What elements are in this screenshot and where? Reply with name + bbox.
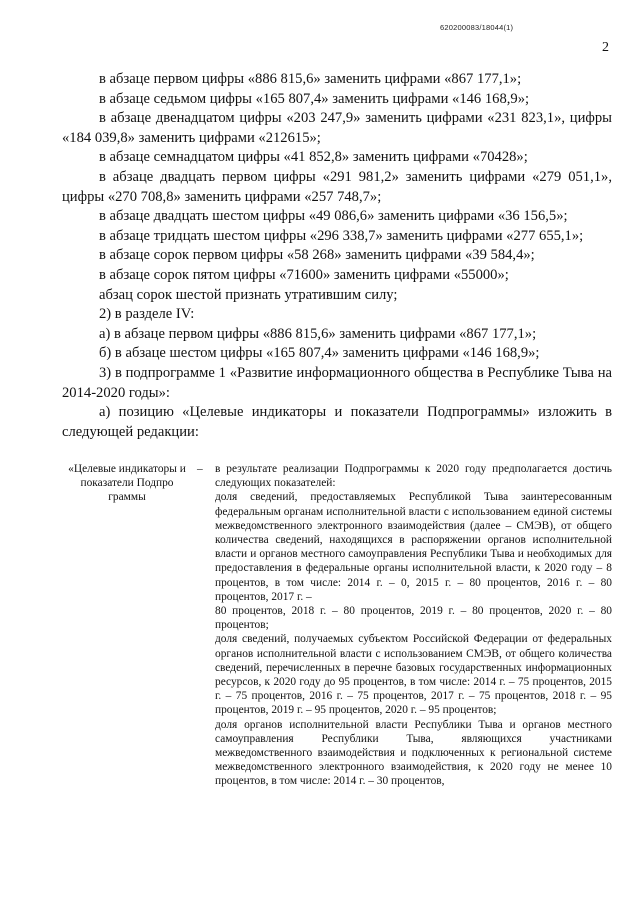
table-paragraph: доля сведений, получаемых субъектом Российской Федерации от федеральных органов исполнительной власти с использованием СМЭВ, от общего количества сведений, перечисленных в перечне базовых государственных информационных ресурсов, к 2020 году до 95 процентов, в том числе: 2014 г. – 75 процентов, 2015 г. – 75 процентов, 2016 г. – 75 процентов, 2017 г. – 75 процентов, 2018 г. – 95 процентов, 2019 г. – 95 процентов, 2020 г. – 95 процентов; bbox=[215, 633, 612, 717]
paragraph: а) позицию «Целевые индикаторы и показатели Подпрограммы» изложить в следующей редакции: bbox=[62, 404, 612, 440]
paragraph: в абзаце двадцать первом цифры «291 981,2» заменить цифрами «279 051,1», цифры «270 708,8» заменить цифрами «257 748,7»; bbox=[62, 168, 612, 205]
paragraph: в абзаце семнадцатом цифры «41 852,8» заменить цифрами «70428»; bbox=[99, 149, 528, 166]
page-number: 2 bbox=[602, 40, 609, 55]
paragraph: абзац сорок шестой признать утратившим силу; bbox=[99, 286, 398, 303]
table-paragraph: доля сведений, предоставляемых Республикой Тыва заинтересованным федеральным органам исполнительной власти с использованием единой системы межведомственного электронного взаимодействия (далее – СМЭВ), от общего количества сведений, находящихся в распоряжении органов исполнительной власти и органов местного самоуправления Республики Тыва и необходимых для предоставления в федеральные органы исполнительной власти, к 2020 году – 8 процентов, в том числе: 2014 г. – 0, 2015 г. – 80 процентов, 2016 г. – 80 процентов, 2017 г. – bbox=[215, 491, 612, 603]
paragraph: б) в абзаце шестом цифры «165 807,4» заменить цифрами «146 168,9»; bbox=[99, 345, 540, 362]
document-body bbox=[62, 70, 612, 442]
paragraph: 3) в подпрограмме 1 «Развитие информационного общества в Республике Тыва на 2014-2020 годы»: bbox=[62, 364, 612, 401]
table-right-content bbox=[215, 462, 612, 789]
paragraph: в абзаце сорок пятом цифры «71600» заменить цифрами «55000»; bbox=[99, 266, 509, 283]
table-paragraph: в результате реализации Подпрограммы к 2020 году предполагается достичь следующих показателей: bbox=[215, 463, 612, 490]
registration-stamp: 620200083/18044(1) bbox=[440, 23, 514, 32]
table-dash: – bbox=[197, 463, 203, 475]
paragraph: а) в абзаце первом цифры «886 815,6» заменить цифрами «867 177,1»; bbox=[99, 325, 537, 342]
paragraph: в абзаце двадцать шестом цифры «49 086,6» заменить цифрами «36 156,5»; bbox=[99, 208, 568, 225]
paragraph: 2) в разделе IV: bbox=[99, 306, 195, 323]
table-left-label: «Целевые индикаторы и показатели Подпро граммы bbox=[68, 463, 186, 504]
paragraph: в абзаце первом цифры «886 815,6» заменить цифрами «867 177,1»; bbox=[99, 71, 522, 87]
table-paragraph: доля органов исполнительной власти Республики Тыва и органов местного самоуправления Республики Тыва, являющихся участниками межведомственного взаимодействия и подключенных к региональной системе межведомственного электронного взаимодействия, к 2020 году не менее 10 процентов, в том числе: 2014 г. – 30 процентов, bbox=[215, 718, 612, 788]
paragraph: в абзаце тридцать шестом цифры «296 338,7» заменить цифрами «277 655,1»; bbox=[99, 227, 584, 244]
paragraph: в абзаце двенадцатом цифры «203 247,9» заменить цифрами «231 823,1», цифры «184 039,8» заменить цифрами «212615»; bbox=[62, 110, 612, 146]
paragraph: в абзаце сорок первом цифры «58 268» заменить цифрами «39 584,4»; bbox=[99, 247, 535, 264]
paragraph: в абзаце седьмом цифры «165 807,4» заменить цифрами «146 168,9»; bbox=[99, 90, 530, 107]
table-paragraph: 80 процентов, 2018 г. – 80 процентов, 2019 г. – 80 процентов, 2020 г. – 80 процентов; bbox=[215, 605, 612, 632]
